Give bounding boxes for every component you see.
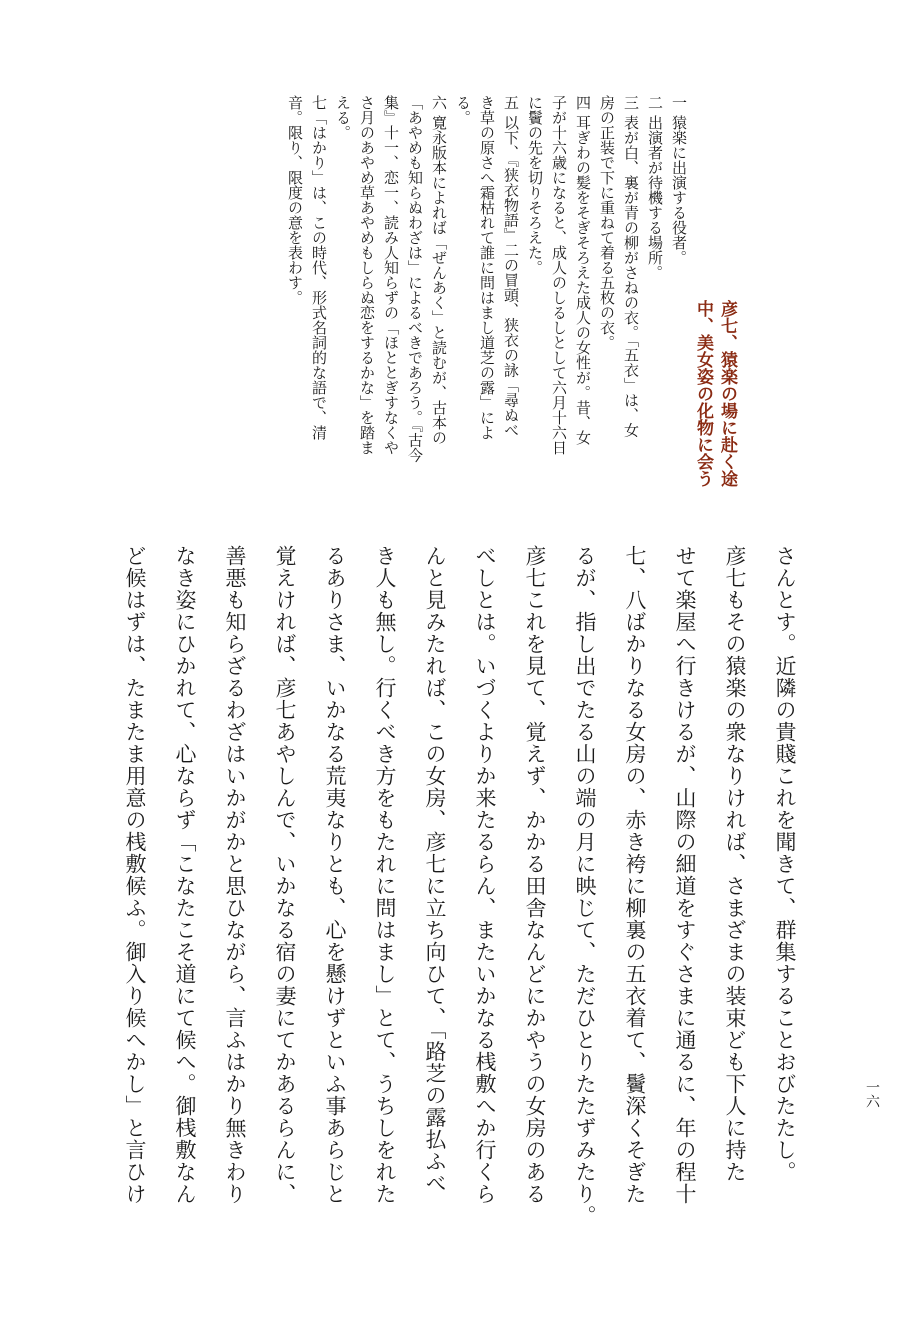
body-line: んと見みたれば、この女房、彦七に立ち向ひて、「路芝の露払ふべ [423,545,447,1195]
note-line: 二 出演者が待機する場所。 [646,95,664,280]
heading-line: 彦七、猿楽の場に赴く途 [717,300,737,487]
body-line: さんとす。近隣の貴賤これを聞きて、群集することおびたたし。 [773,545,797,1183]
body-line: べしとは。いづくよりか来たるらん、またいかなる桟敷へか行くら [473,545,497,1205]
body-line: なき姿にひかれて、心ならず「こなたこそ道にて候へ。御桟敷なん [173,545,197,1205]
body-line: るが、指し出でたる山の端の月に映じて、ただひとりたたずみたり。 [573,545,597,1227]
body-line: るありさま、いかなる荒夷なりとも、心を懸けずといふ事あらじと [323,545,347,1205]
note-line: える。 [334,95,352,140]
body-line: 七、八ばかりなる女房の、赤き袴に柳裏の五衣着て、鬢深くそぎた [623,545,647,1205]
note-line: 五 以下、『狭衣物語』二の冒頭、狭衣の詠「尋ぬべ [502,95,520,438]
heading-line: 中、美女姿の化物に会う [693,300,713,487]
page-number: 一六 [864,1080,880,1108]
note-line: さ月のあやめ草あやめもしらぬ恋をするかな」を踏ま [358,95,376,455]
note-line: 四 耳ぎわの髪をそぎそろえた成人の女性が。昔、女 [574,95,592,445]
note-line: 「あやめも知らぬわざは」によるべきであろう。『古今 [406,95,424,463]
note-line: 集』十一、恋一、読み人知らずの「ほととぎすなくや [382,95,400,455]
note-line: 七「はかり」は、この時代、形式名詞的な語で、清 [310,95,328,440]
note-line: 音。限り、限度の意を表わす。 [286,95,304,305]
note-line: 三 表が白、裏が青の柳がさねの衣。「五衣」は、女 [622,95,640,438]
body-line: き人も無し。行くべき方をもたれに問はまし」とて、うちしをれた [373,545,397,1205]
body-line: 彦七もその猿楽の衆なりければ、さまざまの装束ども下人に持た [723,545,747,1183]
note-line: に鬢の先を切りそろえた。 [526,95,544,275]
body-line: ど候はずは、たまたま用意の桟敷候ふ。御入り候へかし」と言ひけ [123,545,147,1205]
body-line: 覚えければ、彦七あやしんで、いかなる宿の妻にてかあるらんに、 [273,545,297,1205]
body-line: せて楽屋へ行きけるが、山際の細道をすぐさまに通るに、年の程十 [673,545,697,1205]
note-line: 子が十六歳になると、成人のしるしとして六月十六日 [550,95,568,455]
body-line: 善悪も知らざるわざはいかがかと思ひながら、言ふはかり無きわり [223,545,247,1205]
note-line: 一 猿楽に出演する役者。 [670,95,688,265]
note-line: る。 [454,95,472,125]
note-line: き草の原さへ霜枯れて誰に問はまし道芝の露」によ [478,95,496,440]
body-line: 彦七これを見て、覚えず、かかる田舎なんどにかやうの女房のある [523,545,547,1205]
note-line: 六 寛永版本によれば「ぜんあく」と読むが、古本の [430,95,448,445]
note-line: 房の正装で下に重ねて着る五枚の衣。 [598,95,616,350]
